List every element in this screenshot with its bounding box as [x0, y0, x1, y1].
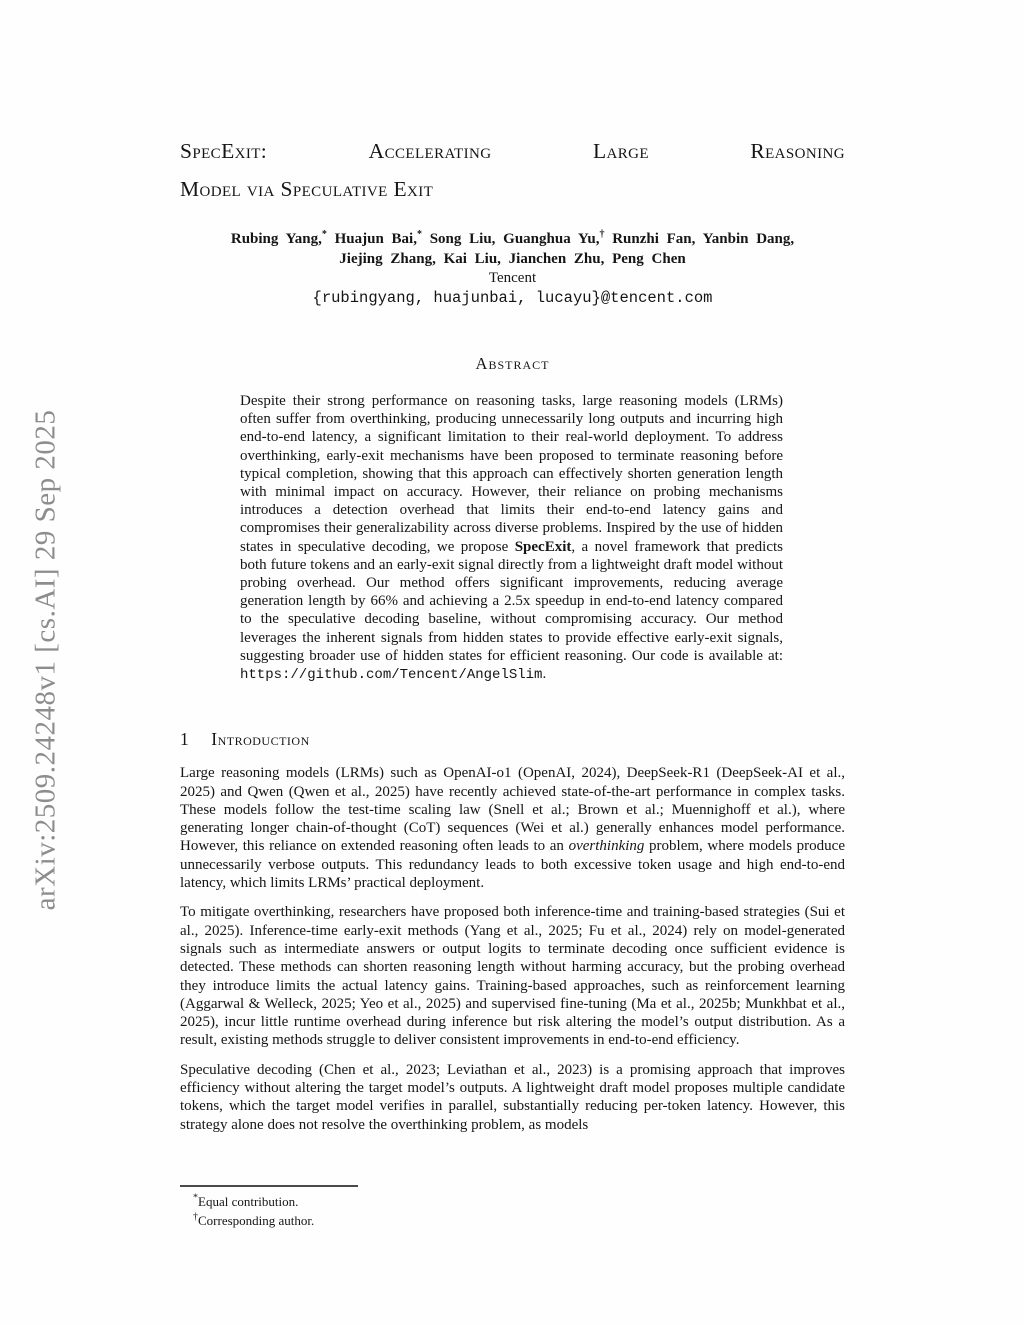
text-run: Song Liu, Guanghua Yu, [421, 231, 600, 247]
section-heading-introduction [180, 729, 845, 750]
title-word: SpecExit: [180, 139, 268, 163]
paper-title-line1 [180, 132, 845, 170]
paper-title [180, 0, 845, 208]
abstract-heading: Abstract [475, 354, 550, 373]
footnote-mark: † [599, 229, 605, 240]
intro-paragraph-3 [180, 1061, 845, 1134]
footnote-equal-contribution [180, 1192, 845, 1211]
text-run: SpecExit [514, 538, 572, 555]
text-run: . [542, 666, 547, 683]
intro-paragraph-2 [180, 903, 845, 1049]
section-title: Introduction [211, 729, 310, 750]
title-word: Large [592, 139, 649, 163]
text-run: , a novel framework that predicts both future tokens and an early-exit signal directly from a lightweight draft model without probing overhead. Our method offers significant improvements, reducing average generation length by 66% and achieving a 2.5x speedup in end-to-end latency compared to the speculative decoding baseline, without compromising accuracy. Our method leverages the inherent signals from hidden states to provide effective early-exit signals, suggesting broader use of hidden states for efficient reasoning. Our code is available at: [240, 538, 783, 664]
text-run: Large reasoning models (LRMs) such as OpenAI-o1 (OpenAI, 2024), DeepSeek-R1 (DeepSeek-AI et al., 2025) and Qwen (Qwen et al., 2025) have recently achieved state-of-the-art performance in complex tasks. These models follow the test-time scaling law (Snell et al.; Brown et al.; Muennighoff et al.), where generating longer chain-of-thought (CoT) sequences (Wei et al.) generally enhances model performance. However, this reliance on extended reasoning often leads to an [180, 765, 845, 855]
footnote-mark: * [416, 229, 422, 240]
text-run: Runzhi Fan, Yanbin Dang, [604, 231, 795, 247]
paper-content [180, 0, 845, 1134]
affiliation: Tencent [488, 270, 537, 286]
text-run: Despite their strong performance on reasoning tasks, large reasoning models (LRMs) often suffer from overthinking, producing unnecessarily long outputs and incurring high end-to-end latency, a significant limitation to their real-world deployment. To address overthinking, early-exit mechanisms have been proposed to terminate reasoning before typical completion, showing that this approach can effectively shorten generation length with minimal impact on accuracy. However, their reliance on probing mechanisms introduces a detection overhead that limits their end-to-end latency gains and compromises their generalizability across diverse problems. Inspired by the use of hidden states in speculative decoding, we propose [240, 393, 783, 555]
footnote-mark: * [321, 229, 327, 240]
footnote-corresponding-author [180, 1211, 845, 1230]
author-emails: {rubingyang, huajunbai, lucayu}@tencent.com [312, 289, 713, 307]
arxiv-watermark: arXiv:2509.24248v1 [cs.AI] 29 Sep 2025 [29, 409, 62, 911]
author-line-2 [180, 249, 845, 269]
section-number: 1 [180, 729, 190, 750]
footnote-mark: † [193, 1211, 198, 1223]
code-repository-link[interactable]: https://github.com/Tencent/AngelSlim [240, 667, 543, 684]
text-run: Corresponding author. [198, 1213, 315, 1228]
title-word: Reasoning [750, 139, 845, 163]
author-line-1 [180, 229, 845, 249]
text-run: To mitigate overthinking, researchers have proposed both inference-time and training-based strategies (Sui et al., 2025). Inference-time early-exit methods (Yang et al., 2025; Fu et al., 2024) rely on model-generated signals such as intermediate answers or output logits to terminate decoding once sufficient evidence is detected. These methods can shorten reasoning length without harming accuracy, but the probing overhead they introduce limits the actual latency gains. Training-based approaches, such as reinforcement learning (Aggarwal & Welleck, 2025; Yeo et al., 2025) and supervised fine-tuning (Ma et al., 2025b; Munkhbat et al., 2025), incur little runtime overhead during inference but risk altering the model’s output distribution. As a result, existing methods struggle to deliver consistent improvements in end-to-end efficiency. [180, 904, 845, 1049]
footnote-block [180, 1185, 845, 1230]
text-run: Jiejing Zhang, Kai Liu, Jianchen Zhu, Peng Chen [339, 251, 686, 267]
footnote-mark: * [193, 1192, 198, 1204]
text-run: overthinking [568, 838, 645, 855]
text-run: problem, where models produce unnecessarily verbose outputs. This redundancy leads to both excessive token usage and high end-to-end latency, which limits LRMs’ practical deployment. [180, 838, 845, 892]
text-run: Speculative decoding (Chen et al., 2023; Leviathan et al., 2023) is a promising approach that improves efficiency without altering the target model’s outputs. A lightweight draft model proposes multiple candidate tokens, which the target model verifies in parallel, substantially reducing per-token latency. However, this strategy alone does not resolve the overthinking problem, as models [180, 1061, 845, 1133]
author-list [180, 229, 845, 269]
text-run: Equal contribution. [198, 1194, 299, 1209]
title-word: Accelerating [368, 139, 492, 163]
text-run: Rubing Yang, [230, 231, 322, 247]
intro-paragraph-1 [180, 764, 845, 892]
abstract-body [240, 392, 783, 684]
text-run: Huajun Bai, [326, 231, 417, 247]
footnote-rule [180, 1185, 358, 1187]
paper-title-line2: Model via Speculative Exit [180, 177, 434, 201]
